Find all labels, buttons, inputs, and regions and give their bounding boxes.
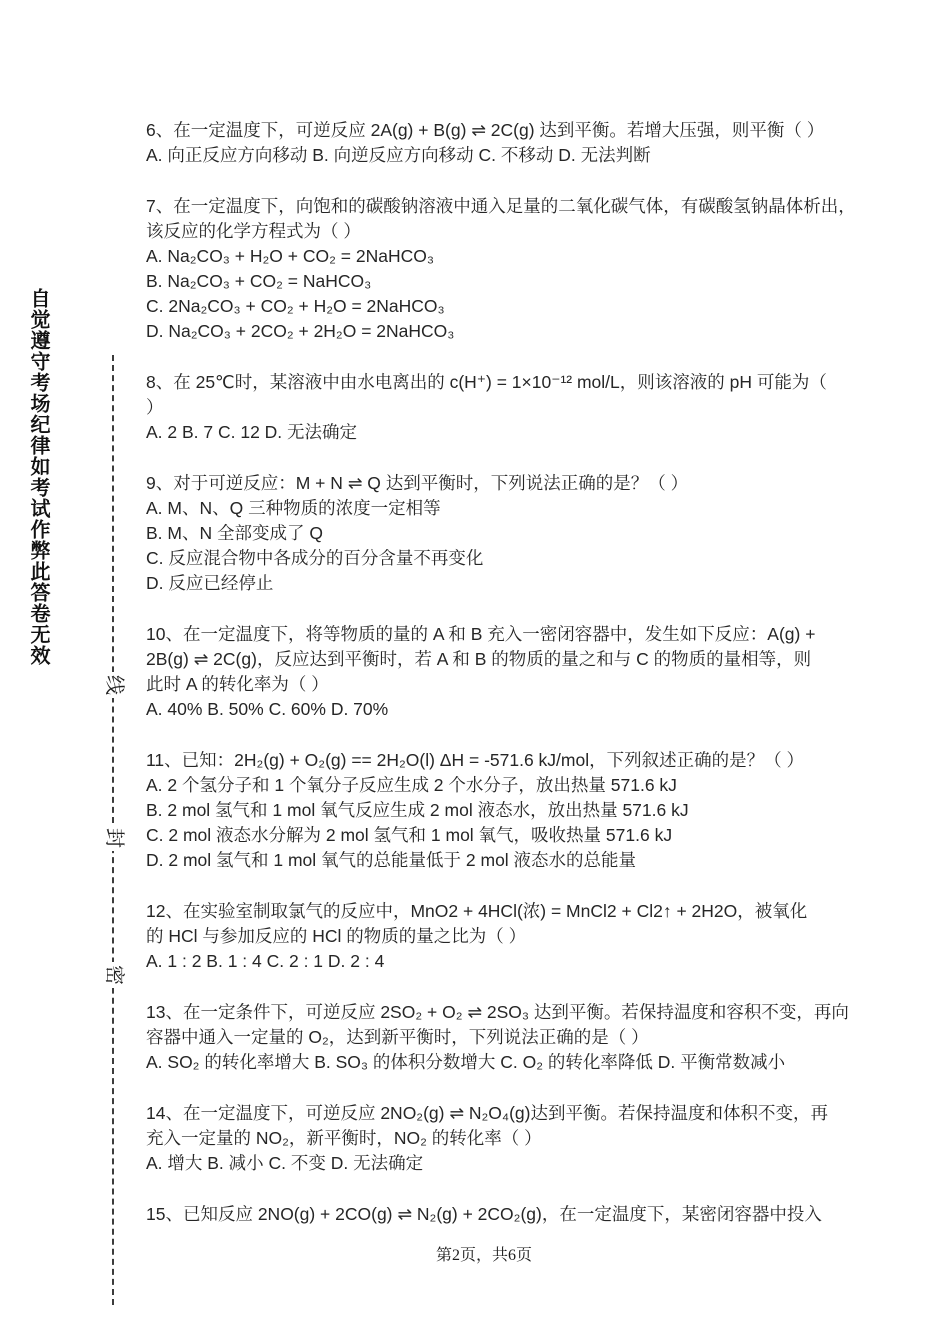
question-block-14 xyxy=(146,1101,836,1176)
question-text-line: 7、在一定温度下，向饱和的碳酸钠溶液中通入足量的二氧化碳气体，有碳酸氢钠晶体析出， xyxy=(146,196,856,216)
question-line: A. 40% B. 50% C. 60% D. 70% xyxy=(146,699,389,719)
question-line: A. 2 B. 7 C. 12 D. 无法确定 xyxy=(146,422,358,442)
question-text-line: 14、在一定温度下，可逆反应 2NO₂(g) ⇌ N₂O₄(g)达到平衡。若保持温度和体积不变，再 xyxy=(146,1103,828,1123)
question-line: B. Na₂CO₃ + CO₂ = NaHCO₃ xyxy=(146,271,372,291)
exam-discipline-notice: 自觉遵守考场纪律如考试作弊此答卷无效 xyxy=(27,288,49,666)
seal-char-mi: 密 xyxy=(101,962,127,988)
question-block-15 xyxy=(146,1202,836,1227)
seal-char-feng: 封 xyxy=(101,825,127,851)
question-line: 该反应的化学方程式为（ ） xyxy=(146,221,361,241)
question-text-line: 11、已知：2H₂(g) + O₂(g) == 2H₂O(l) ΔH = -571.6 kJ/mol，下列叙述正确的是？（ ） xyxy=(146,750,804,770)
question-line: A. Na₂CO₃ + H₂O + CO₂ = 2NaHCO₃ xyxy=(146,246,434,266)
question-line: D. 2 mol 氢气和 1 mol 氧气的总能量低于 2 mol 液态水的总能量 xyxy=(146,850,637,870)
question-line: A. SO₂ 的转化率增大 B. SO₃ 的体积分数增大 C. O₂ 的转化率降低 D. 平衡常数减小 xyxy=(146,1052,786,1072)
question-text-line: 13、在一定条件下，可逆反应 2SO₂ + O₂ ⇌ 2SO₃ 达到平衡。若保持温度和容积不变，再向 xyxy=(146,1002,849,1022)
question-block-13 xyxy=(146,1000,849,1075)
question-block-12 xyxy=(146,899,836,974)
question-line: B. 2 mol 氢气和 1 mol 氧气反应生成 2 mol 液态水，放出热量 571.6 kJ xyxy=(146,800,689,820)
seal-char-xian: 线 xyxy=(101,672,127,698)
question-line: C. 2Na₂CO₃ + CO₂ + H₂O = 2NaHCO₃ xyxy=(146,296,445,316)
question-line: 的 HCl 与参加反应的 HCl 的物质的量之比为（ ） xyxy=(146,926,527,946)
question-line: 充入一定量的 NO₂，新平衡时，NO₂ 的转化率（ ） xyxy=(146,1128,542,1148)
question-block-9 xyxy=(146,471,836,596)
question-block-10 xyxy=(146,622,836,722)
question-text-line: 6、在一定温度下，可逆反应 2A(g) + B(g) ⇌ 2C(g) 达到平衡。若增大压强，则平衡（ ） xyxy=(146,120,825,140)
question-line: 容器中通入一定量的 O₂，达到新平衡时，下列说法正确的是（ ） xyxy=(146,1027,649,1047)
question-line: A. M、N、Q 三种物质的浓度一定相等 xyxy=(146,498,441,518)
question-block-8 xyxy=(146,370,836,445)
question-text-line: 15、已知反应 2NO(g) + 2CO(g) ⇌ N₂(g) + 2CO₂(g)，在一定温度下，某密闭容器中投入 xyxy=(146,1204,822,1224)
question-text-line: 10、在一定温度下，将等物质的量的 A 和 B 充入一密闭容器中，发生如下反应：A(g) + xyxy=(146,624,816,644)
question-line: 此时 A 的转化率为（ ） xyxy=(146,674,329,694)
question-block-7 xyxy=(146,194,856,344)
question-text-line: 8、在 25℃时，某溶液中由水电离出的 c(H⁺) = 1×10⁻¹² mol/L，则该溶液的 pH 可能为（ xyxy=(146,372,827,392)
question-block-11 xyxy=(146,748,836,873)
question-line: 2B(g) ⇌ 2C(g)，反应达到平衡时，若 A 和 B 的物质的量之和与 C 的物质的量相等，则 xyxy=(146,649,812,669)
question-line: ） xyxy=(146,397,164,417)
question-line: C. 2 mol 液态水分解为 2 mol 氢气和 1 mol 氧气，吸收热量 571.6 kJ xyxy=(146,825,673,845)
questions-area xyxy=(146,118,856,1253)
question-block-6 xyxy=(146,118,836,168)
question-line: C. 反应混合物中各成分的百分含量不再变化 xyxy=(146,548,484,568)
question-text-line: 9、对于可逆反应：M + N ⇌ Q 达到平衡时，下列说法正确的是？（ ） xyxy=(146,473,689,493)
question-line: A. 2 个氢分子和 1 个氧分子反应生成 2 个水分子，放出热量 571.6 kJ xyxy=(146,775,677,795)
question-line: A. 增大 B. 减小 C. 不变 D. 无法确定 xyxy=(146,1153,424,1173)
question-line: B. M、N 全部变成了 Q xyxy=(146,523,323,543)
question-line: A. 1 : 2 B. 1 : 4 C. 2 : 1 D. 2 : 4 xyxy=(146,951,385,971)
question-line: D. Na₂CO₃ + 2CO₂ + 2H₂O = 2NaHCO₃ xyxy=(146,321,455,341)
question-line: A. 向正反应方向移动 B. 向逆反应方向移动 C. 不移动 D. 无法判断 xyxy=(146,145,651,165)
question-text-line: 12、在实验室制取氯气的反应中，MnO2 + 4HCl(浓) = MnCl2 + Cl2↑ + 2H2O，被氧化 xyxy=(146,901,808,921)
page-footer: 第2页，共6页 xyxy=(435,1247,532,1264)
question-line: D. 反应已经停止 xyxy=(146,573,274,593)
